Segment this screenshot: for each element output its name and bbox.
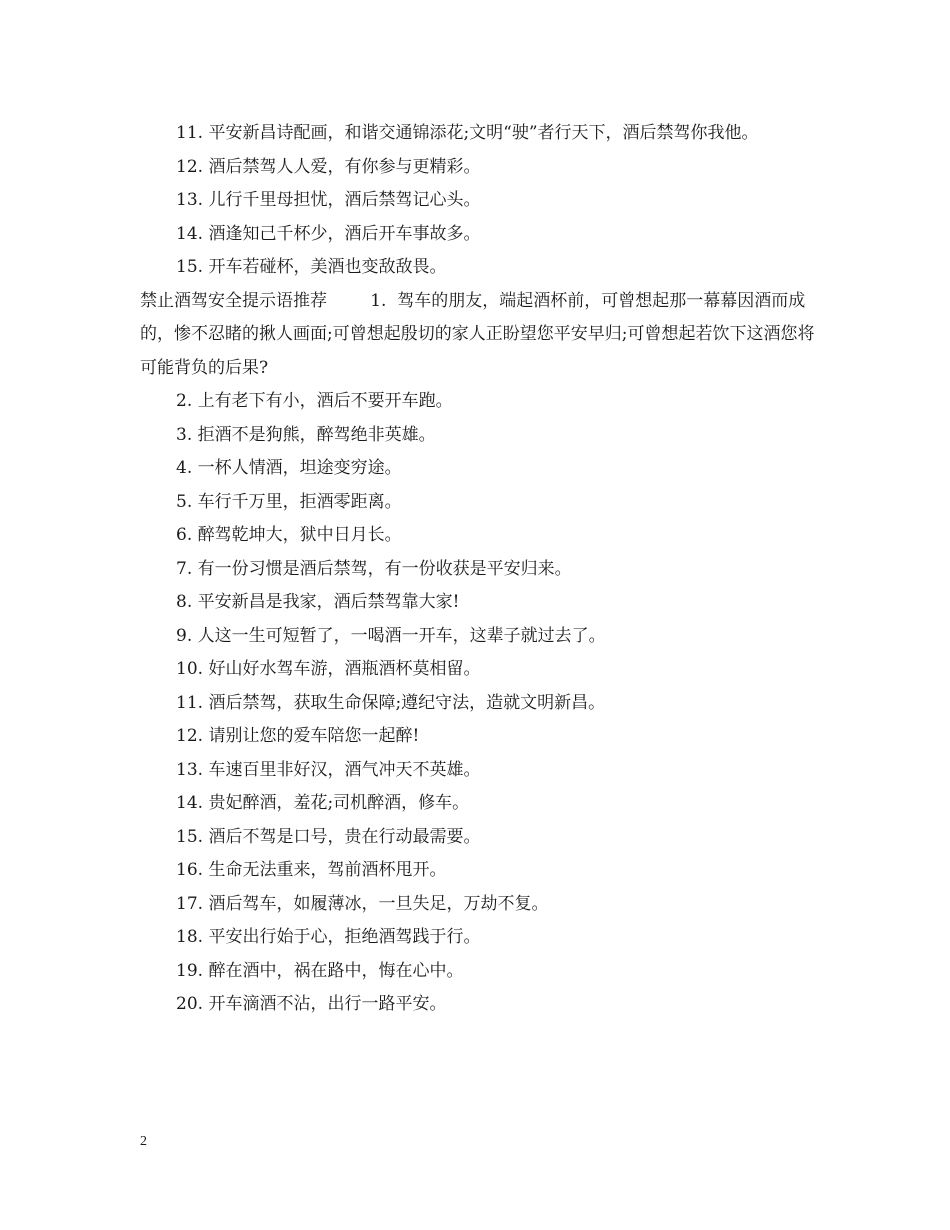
paragraph: 15. 开车若碰杯，美酒也变敌敌畏。 — [176, 257, 447, 277]
paragraph: 10. 好山好水驾车游，酒瓶酒杯莫相留。 — [176, 659, 481, 679]
paragraph: 12. 请别让您的爱车陪您一起醉! — [176, 726, 420, 746]
paragraph: 14. 贵妃醉酒，羞花;司机醉酒，修车。 — [176, 793, 470, 813]
paragraph: 8. 平安新昌是我家，酒后禁驾靠大家! — [176, 592, 460, 612]
paragraph: 18. 平安出行始于心，拒绝酒驾践于行。 — [176, 927, 481, 947]
paragraph: 4. 一杯人情酒，坦途变穷途。 — [176, 458, 402, 478]
paragraph: 16. 生命无法重来，驾前酒杯甩开。 — [176, 860, 447, 880]
paragraph: 9. 人这一生可短暂了，一喝酒一开车，这辈子就过去了。 — [176, 625, 606, 646]
paragraph: 13. 车速百里非好汉，酒气冲天不英雄。 — [176, 759, 481, 780]
document-body — [140, 117, 820, 1022]
paragraph: 12. 酒后禁驾人人爱，有你参与更精彩。 — [176, 156, 481, 177]
paragraph: 7. 有一份习惯是酒后禁驾，有一份收获是平安归来。 — [176, 558, 572, 579]
paragraph: 11. 平安新昌诗配画，和谐交通锦添花;文明“驶”者行天下，酒后禁驾你我他。 — [176, 123, 759, 143]
paragraph: 2. 上有老下有小，酒后不要开车跑。 — [176, 391, 453, 411]
paragraph: 17. 酒后驾车，如履薄冰，一旦失足，万劫不复。 — [176, 893, 549, 914]
page-number: 2 — [140, 1134, 147, 1149]
paragraph: 15. 酒后不驾是口号，贵在行动最需要。 — [176, 826, 481, 847]
paragraph: 19. 醉在酒中，祸在路中，悔在心中。 — [176, 960, 464, 981]
paragraph: 6. 醉驾乾坤大，狱中日月长。 — [176, 525, 402, 545]
paragraph: 11. 酒后禁驾，获取生命保障;遵纪守法，造就文明新昌。 — [176, 692, 606, 713]
paragraph: 5. 车行千万里，拒酒零距离。 — [176, 491, 402, 512]
paragraph: 13. 儿行千里母担忧，酒后禁驾记心头。 — [176, 190, 481, 210]
paragraph: 3. 拒酒不是狗熊，醉驾绝非英雄。 — [176, 424, 436, 445]
paragraph: 14. 酒逢知己千杯少，酒后开车事故多。 — [176, 223, 481, 244]
paragraph: 20. 开车滴酒不沾，出行一路平安。 — [176, 994, 447, 1014]
section-heading-paragraph: 禁止酒驾安全提示语推荐 1. 驾车的朋友，端起酒杯前，可曾想起那一幕幕因酒而成的，惨不忍睹的揪人画面;可曾想起殷切的家人正盼望您平安早归;可曾想起若饮下这酒您将可能背负的后果? — [140, 290, 815, 378]
